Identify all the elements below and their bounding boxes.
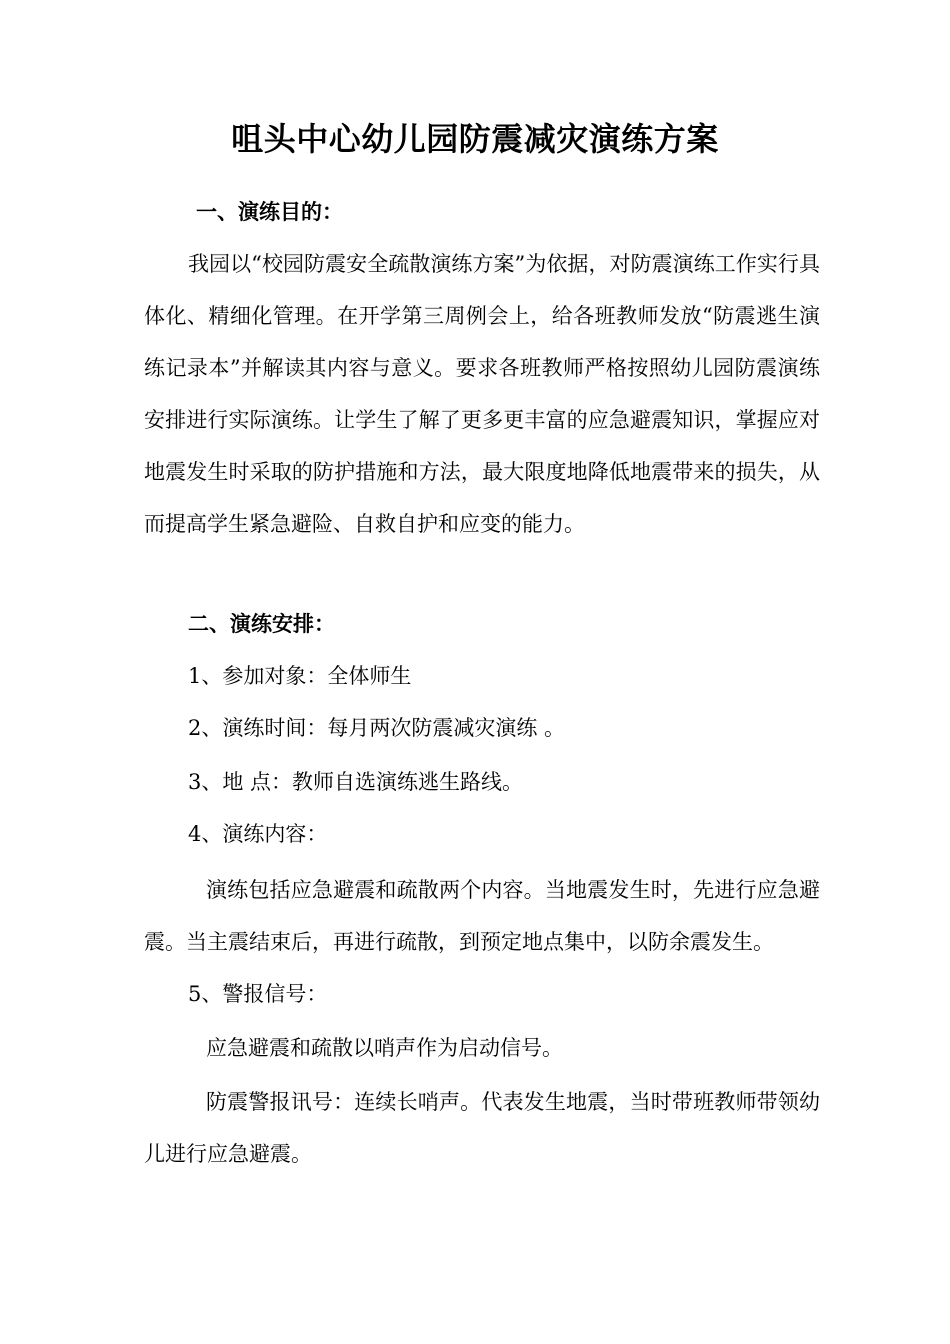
item-location: 3、地 点：教师自选演练逃生路线。 [188,770,524,794]
alarm-signal-paragraph-2: 防震警报讯号：连续长哨声。代表发生地震，当时带班教师带领幼儿进行应急避震。 [144,1090,820,1166]
item-alarm-signal: 5、警报信号： [188,982,328,1006]
section1-paragraph: 我园以“校园防震安全疏散演练方案”为依据，对防震演练工作实行具体化、精细化管理。在开学第三周例会上，给各班教师发放“防震逃生演练记录本”并解读其内容与意义。要求各班教师严格按照幼儿园防震演练安排进行实际演练。让学生了解了更多更丰富的应急避震知识，掌握应对地震发生时采取的防护措施和方法，最大限度地降低地震带来的损失，从而提高学生紧急避险、自救自护和应变的能力。 [144,252,820,536]
document-title: 咀头中心幼儿园防震减灾演练方案 [231,120,719,158]
item-drill-content: 4、演练内容： [188,822,328,846]
alarm-signal-paragraph-1: 应急避震和疏散以哨声作为启动信号。 [206,1036,563,1060]
item-drill-time: 2、演练时间：每月两次防震减灾演练 。 [188,716,566,740]
section1-heading: 一、演练目的： [196,199,343,224]
section2-heading: 二、演练安排： [188,611,335,636]
drill-content-paragraph: 演练包括应急避震和疏散两个内容。当地震发生时，先进行应急避震。当主震结束后，再进行疏散，到预定地点集中，以防余震发生。 [144,878,820,954]
item-participants: 1、参加对象：全体师生 [188,664,412,688]
